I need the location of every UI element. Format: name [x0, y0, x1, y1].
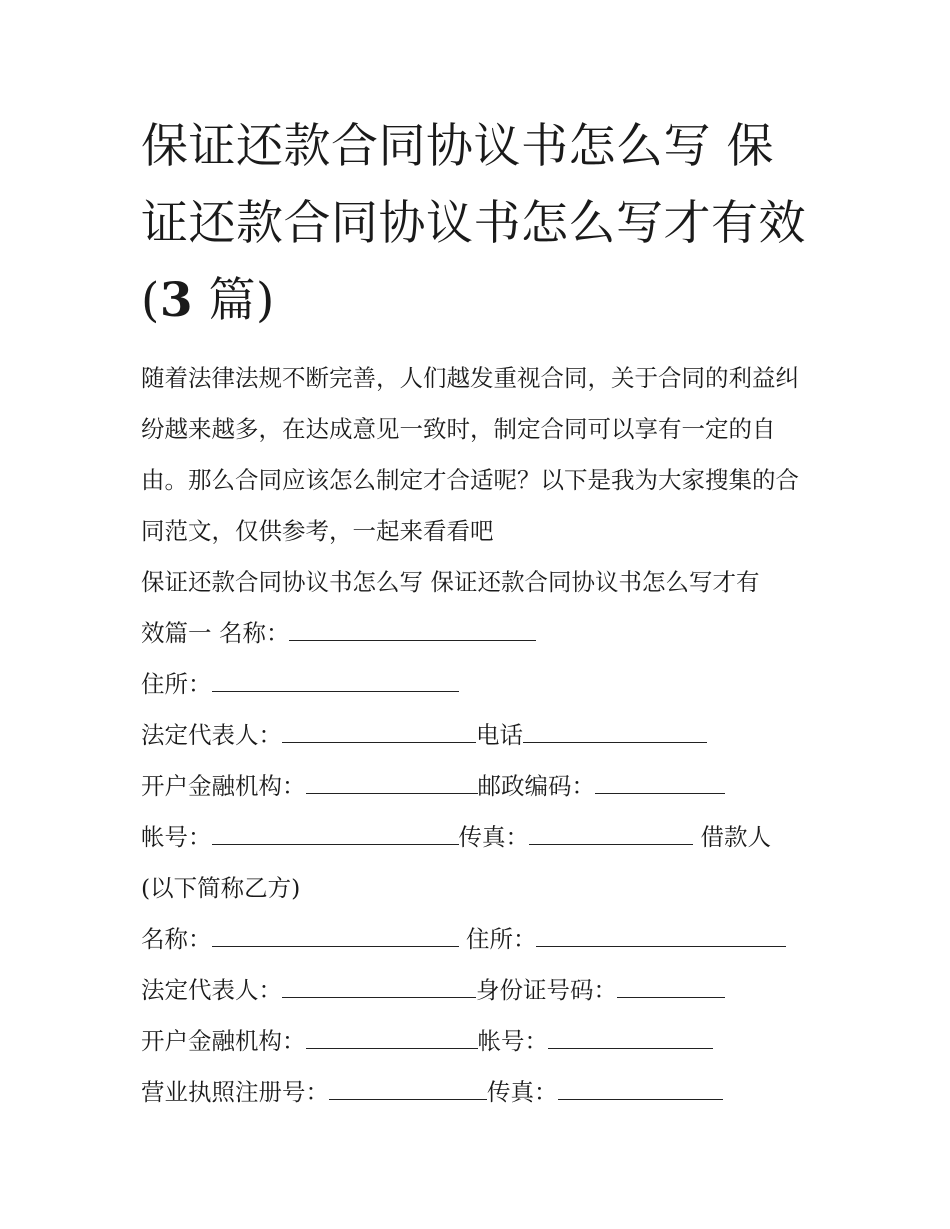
lender-legal-rep-line	[141, 710, 821, 761]
lender-bank-line	[141, 761, 821, 812]
borrower-license-line	[141, 1067, 821, 1118]
borrower-name-blank	[212, 928, 459, 947]
lender-account-line	[141, 812, 821, 863]
section-heading-tail: 效篇一 名称：	[141, 619, 290, 647]
postal-label: 邮政编码：	[477, 772, 595, 800]
borrower-abbrev-line: (以下简称乙方)	[141, 874, 301, 902]
account-blank	[212, 826, 459, 845]
bank-label: 开户金融机构：	[141, 772, 306, 800]
lender-address-line	[141, 659, 821, 710]
borrower-fax-blank	[558, 1081, 723, 1100]
phone-blank	[523, 724, 707, 743]
borrower-account-blank	[548, 1030, 713, 1049]
intro-paragraph: 随着法律法规不断完善，人们越发重视合同，关于合同的利益纠纷越来越多，在达成意见一致时，制定合同可以享有一定的自由。那么合同应该怎么制定才合适呢？以下是我为大家搜集的合同范文，仅供参考，一起来看看吧	[141, 364, 799, 545]
legal-rep-label: 法定代表人：	[141, 721, 282, 749]
id-number-blank	[617, 979, 725, 998]
account-label: 帐号：	[141, 823, 212, 851]
borrower-name-line	[141, 914, 821, 965]
title-suffix: 篇)	[193, 273, 275, 328]
borrower-address-label: 住所：	[458, 925, 537, 953]
borrower-bank-blank	[306, 1030, 478, 1049]
borrower-bank-line	[141, 1016, 821, 1067]
borrower-legal-rep-label: 法定代表人：	[141, 976, 282, 1004]
fax-label: 传真：	[458, 823, 529, 851]
legal-rep-blank	[282, 724, 476, 743]
title-text: 保证还款合同协议书怎么写 保证还款合同协议书怎么写才有效(	[141, 119, 806, 328]
id-number-label: 身份证号码：	[476, 976, 617, 1004]
name-blank	[289, 622, 536, 641]
phone-label: 电话	[476, 721, 523, 749]
borrower-legal-rep-line	[141, 965, 821, 1016]
borrower-account-label: 帐号：	[477, 1027, 548, 1055]
address-blank	[212, 673, 459, 692]
borrower-bank-label: 开户金融机构：	[141, 1027, 306, 1055]
borrower-name-label: 名称：	[141, 925, 212, 953]
license-blank	[329, 1081, 487, 1100]
bank-blank	[306, 775, 478, 794]
borrower-legal-rep-blank	[282, 979, 476, 998]
borrower-label: 借款人	[693, 823, 771, 851]
document-title	[141, 108, 821, 339]
section-heading-line: 保证还款合同协议书怎么写 保证还款合同协议书怎么写才有	[141, 568, 760, 596]
document-page	[141, 108, 821, 1118]
title-count: 3	[159, 273, 194, 328]
fax-blank	[529, 826, 693, 845]
borrower-fax-label: 传真：	[487, 1078, 558, 1106]
document-body	[141, 353, 821, 1118]
lender-name-line	[141, 608, 821, 659]
postal-blank	[595, 775, 725, 794]
address-label: 住所：	[141, 670, 212, 698]
license-label: 营业执照注册号：	[141, 1078, 329, 1106]
borrower-address-blank	[536, 928, 786, 947]
